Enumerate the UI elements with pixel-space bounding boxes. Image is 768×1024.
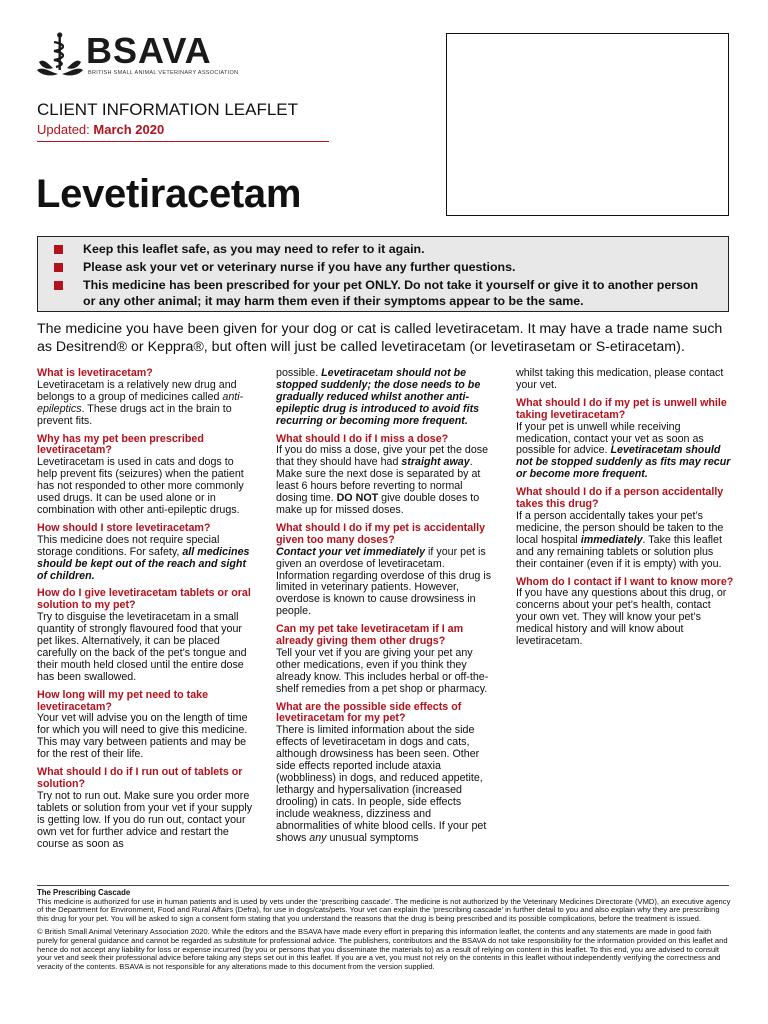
red-square-bullet-icon [54,263,63,272]
updated-label: Updated: [37,122,90,137]
rod-of-asclepius-icon [36,32,84,78]
updated-line [37,122,164,137]
answer-text: Levetiracetam is used in cats and dogs to help prevent fits (seizures) when the patient has not responded to other more commonly used drugs. It can be used alone or in combination with other anti-epileptic drugs. [37,456,244,516]
answer-text: If your pet is unwell while receiving medication, contact your vet as soon as possible for advice. Levetiracetam should not be stopped suddenly as fits may recur or become more frequent. [516,420,731,481]
question-heading: What should I do if I miss a dose? [276,432,449,445]
question-heading: How should I store levetiracetam? [37,521,211,534]
question-heading: How do I give levetiracetam tablets or oral solution to my pet? [37,587,251,612]
answer-text: If a person accidentally takes your pet’s medicine, the person should be taken to the local hospital immediately. Take this leaflet and any remaining tablets or solution plus their container (even if it is empty) with you. [516,509,724,570]
question-heading: What are the possible side effects of levetiracetam for my pet? [276,700,462,725]
question-heading: How long will my pet need to take levetiracetam? [37,688,209,713]
logo-wordmark: BSAVA [86,30,212,71]
red-square-bullet-icon [54,281,63,290]
answer-text: Your vet will advise you on the length of time for which you will need to give this medicine. This may vary between patients and may be for the rest of their life. [37,712,248,761]
header-divider [37,141,329,142]
question-heading: What should I do if I run out of tablets or solution? [37,766,243,790]
answer-text: Contact your vet immediately if your pet is given an overdose of levetiracetam. Information regarding overdose of this drug is limited in veterinary patients. However, overdose is known to cause drowsiness in people. [276,545,492,618]
logo-subtitle: BRITISH SMALL ANIMAL VETERINARY ASSOCIATION [88,70,239,76]
footer-divider [37,885,729,886]
column-3 [516,368,734,654]
updated-date: March 2020 [93,122,165,137]
footer [37,889,731,976]
question-heading: Can my pet take levetiracetam if I am already giving them other drugs? [276,623,464,648]
question-heading: What should I do if a person accidentally takes this drug? [516,486,724,511]
answer-text: If you do miss a dose, give your pet the dose that they should have had straight away. Make sure the next dose is separated by at least 6 hours before reverting to normal dosing time. DO NOT give double doses to make up for missed doses. [276,444,489,516]
answer-text: Levetiracetam is a relatively new drug and belongs to a group of medicines called anti-epileptics. These drugs act in the brain to prevent fits. [37,378,244,427]
red-square-bullet-icon [54,245,63,254]
answer-text: whilst taking this medication, please contact your vet. [516,367,724,391]
column-2 [276,368,494,850]
question-heading: Why has my pet been prescribed levetiracetam? [37,432,204,457]
question-heading: What should I do if my pet is unwell while taking levetiracetam? [516,396,727,421]
question-heading: Whom do I contact if I want to know more? [516,575,734,588]
answer-text: Try to disguise the levetiracetam in a small quantity of strongly flavoured food that your pet likes. Alternatively, it can be placed carefully on the back of the pet’s tongue and their mouth held closed until the entire dose has been swallowed. [37,611,247,683]
dispensing-label-box [446,33,729,216]
copyright-text: © British Small Animal Veterinary Association 2020. While the editors and the BSAVA have made every effort in preparing this information leaflet, the contents and any statements are made in good faith purely for general guidance and cannot be regarded as substitute for professional advice. The publishers, contributors and the BSAVA do not take responsibility for the information provided on this leaflet and hence do not accept any liability for loss or expense incurred (by you or persons that you disseminate the materials to) as a result of relying on content in this leaflet. To this end, you are advised to consult your vet and seek their professional advice before taking any steps set out in this leaflet. If you are a vet, you must not rely on the contents in this leaflet without independently verifying the correctness and veracity of the contents. BSAVA is not responsible for any alterations made to this document from the version supplied. [37,927,728,971]
question-heading: What should I do if my pet is accidentally given too many doses? [276,521,486,546]
drug-title: Levetiracetam [36,172,302,216]
column-1 [37,368,255,856]
intro-paragraph: The medicine you have been given for your dog or cat is called levetiracetam. It may have a trade name such as Desitrend® or Keppra®, but often will just be called levetiracetam (or levetirasetam or S-etiracetam). [37,321,723,355]
answer-text: If you have any questions about this drug, or concerns about your pet’s health, contact your own vet. They will know your pet’s medical history and will know about levetiracetam. [516,587,727,648]
bsava-logo [36,30,239,80]
leaflet-title: CLIENT INFORMATION LEAFLET [37,100,299,119]
question-heading: What is levetiracetam? [37,367,153,379]
cascade-heading: The Prescribing Cascade [37,888,131,897]
answer-text: Tell your vet if you are giving your pet any other medications, even if you think they already know. This includes herbal or off-the-shelf remedies from a pet shop or pharmacy. [276,646,489,695]
answer-text: There is limited information about the side effects of levetiracetam in dogs and cats, although drowsiness has been seen. Other side effects reported include ataxia (wobbliness) in dogs, and reduced appetite, lethargy and hypersalivation (increased drooling) in cats. In people, side effects include weakness, dizziness and abnormalities of white blood cells. If your pet shows any unusual symptoms [276,724,487,844]
cascade-text: This medicine is authorized for use in human patients and is used by vets under the ‘prescribing cascade’. The medicine is not authorized by the Veterinary Medicines Directorate (VMD), an executive agency of the Department for Environment, Food and Rural Affairs (Defra), for use in dogs/cats/pets. Your vet can explain the ‘prescribing cascade’ in further detail to you and also explain why they are prescribing this drug for your pet. You will be asked to sign a consent form stating that you understand the reasons that the drug is being prescribed and its possible complications, before the treatment is issued. [37,896,731,923]
warning-box: Keep this leaflet safe, as you may need to refer to it again. Please ask your vet or veterinary nurse if you have any further questions. This medicine has been prescribed for your pet ONLY. Do not take it yourself or give it to another person or any other animal; it may harm them even if their symptoms appear to be the same. [37,236,729,312]
answer-text: possible. Levetiracetam should not be stopped suddenly; the dose needs to be gradually reduced whilst another anti-epileptic drug is introduced to avoid fits recurring or becoming more frequent. [276,367,481,427]
answer-text: This medicine does not require special storage conditions. For safety, all medicines should be kept out of the reach and sight of children. [37,533,250,582]
answer-text: Try not to run out. Make sure you order more tablets or solution from your vet if your supply is getting low. If you do run out, contact your own vet for further advice and restart the course as soon as [37,789,253,850]
